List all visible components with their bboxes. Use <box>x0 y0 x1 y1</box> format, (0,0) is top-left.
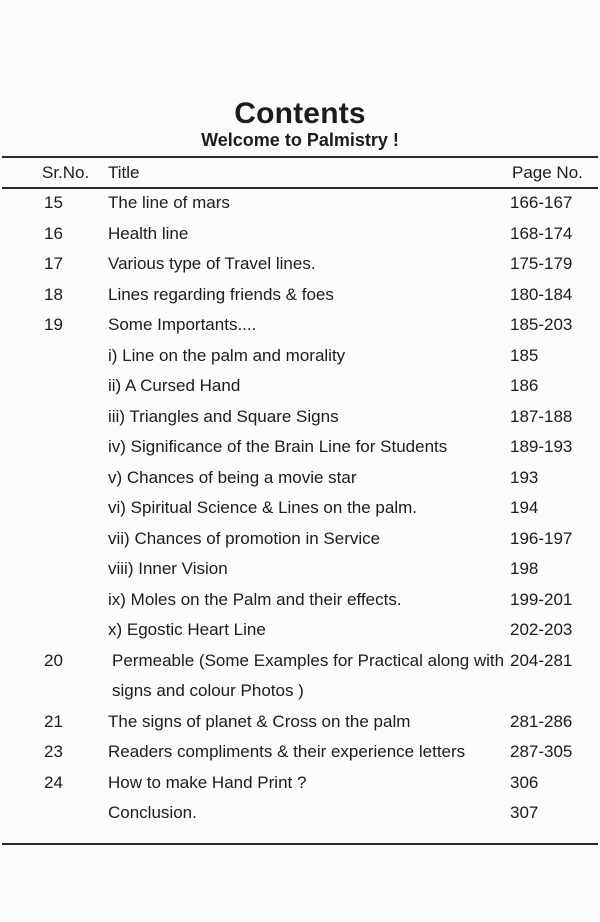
row-sr-no: 21 <box>44 712 63 731</box>
table-row <box>0 315 600 339</box>
table-row <box>0 285 600 309</box>
row-title: Health line <box>108 224 189 243</box>
row-sr-no: 19 <box>44 315 63 334</box>
table-row <box>0 346 600 370</box>
row-page-no: 168-174 <box>510 224 573 243</box>
row-sr-no: 24 <box>44 773 63 792</box>
row-title: i) Line on the palm and morality <box>108 346 346 365</box>
row-title: The signs of planet & Cross on the palm <box>108 712 411 731</box>
row-title: vii) Chances of promotion in Service <box>108 529 381 548</box>
table-row <box>0 254 600 278</box>
row-sr-no: 23 <box>44 742 63 761</box>
row-title: v) Chances of being a movie star <box>108 468 357 487</box>
table-row <box>0 742 600 766</box>
row-page-no: 306 <box>510 773 539 792</box>
row-sr-no: 18 <box>44 285 63 304</box>
row-page-no: 166-167 <box>510 193 573 212</box>
row-page-no: 198 <box>510 559 539 578</box>
header-bottom-rule <box>2 187 598 189</box>
footer-rule <box>2 843 598 845</box>
row-page-no: 185-203 <box>510 315 573 334</box>
row-title: Permeable (Some Examples for Practical along with <box>112 651 505 670</box>
row-title: ix) Moles on the Palm and their effects. <box>108 590 402 609</box>
row-title: Readers compliments & their experience letters <box>108 742 466 761</box>
table-row <box>0 620 600 644</box>
column-header-sr-no: Sr.No. <box>42 163 90 182</box>
row-page-no: 180-184 <box>510 285 573 304</box>
row-title: iv) Significance of the Brain Line for Students <box>108 437 448 456</box>
row-sr-no: 20 <box>44 651 63 670</box>
row-title: Conclusion. <box>108 803 197 822</box>
table-row <box>0 529 600 553</box>
row-page-no: 194 <box>510 498 539 517</box>
row-title: How to make Hand Print ? <box>108 773 307 792</box>
row-page-no: 187-188 <box>510 407 573 426</box>
table-row <box>0 773 600 797</box>
row-page-no: 189-193 <box>510 437 573 456</box>
header-top-rule <box>2 156 598 158</box>
row-page-no: 204-281 <box>510 651 573 670</box>
table-row <box>0 559 600 583</box>
table-row <box>0 224 600 248</box>
row-page-no: 175-179 <box>510 254 573 273</box>
row-title: Lines regarding friends & foes <box>108 285 334 304</box>
table-row <box>0 498 600 522</box>
page-title: Contents <box>234 97 366 130</box>
row-page-no: 307 <box>510 803 539 822</box>
page-subtitle: Welcome to Palmistry ! <box>201 130 399 150</box>
row-sr-no: 15 <box>44 193 63 212</box>
table-row <box>0 407 600 431</box>
table-row <box>0 193 600 217</box>
column-header-page-no: Page No. <box>512 163 583 182</box>
row-sr-no: 16 <box>44 224 63 243</box>
column-header-title: Title <box>108 163 140 182</box>
row-page-no: 281-286 <box>510 712 573 731</box>
row-title: Various type of Travel lines. <box>108 254 316 273</box>
row-title: signs and colour Photos ) <box>112 681 304 700</box>
table-row <box>0 590 600 614</box>
row-sr-no: 17 <box>44 254 63 273</box>
row-title: x) Egostic Heart Line <box>108 620 266 639</box>
row-page-no: 199-201 <box>510 590 573 609</box>
table-row <box>0 651 600 675</box>
row-page-no: 185 <box>510 346 539 365</box>
table-row <box>0 681 600 705</box>
row-title: ii) A Cursed Hand <box>108 376 241 395</box>
row-title: Some Importants.... <box>108 315 257 334</box>
row-title: vi) Spiritual Science & Lines on the palm. <box>108 498 417 517</box>
row-page-no: 196-197 <box>510 529 573 548</box>
table-row <box>0 376 600 400</box>
row-title: iii) Triangles and Square Signs <box>108 407 339 426</box>
row-page-no: 202-203 <box>510 620 573 639</box>
table-row <box>0 468 600 492</box>
table-row <box>0 712 600 736</box>
table-row <box>0 803 600 827</box>
table-row <box>0 437 600 461</box>
row-page-no: 186 <box>510 376 539 395</box>
row-page-no: 287-305 <box>510 742 573 761</box>
row-page-no: 193 <box>510 468 539 487</box>
row-title: viii) Inner Vision <box>108 559 228 578</box>
row-title: The line of mars <box>108 193 230 212</box>
